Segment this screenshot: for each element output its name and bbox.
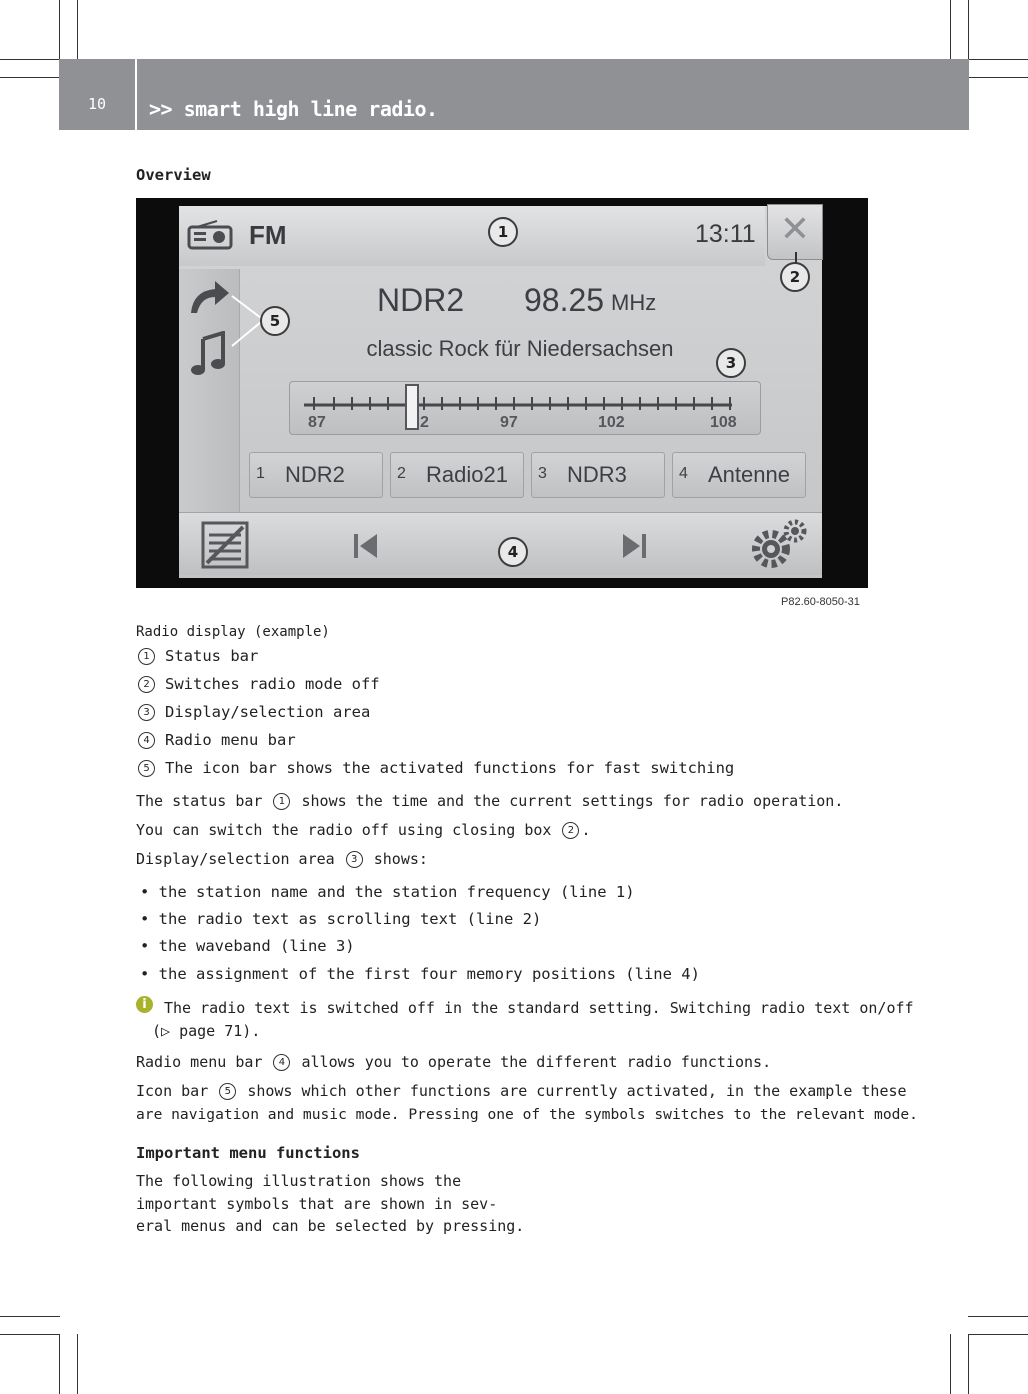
- paragraph: Display/selection area 3 shows:: [136, 850, 428, 868]
- crop-mark: [59, 0, 60, 60]
- scale-label: 87: [308, 414, 326, 431]
- paragraph-continued: are navigation and music mode. Pressing one of the symbols switches to the relevant mode.: [136, 1106, 918, 1123]
- legend-item: 2 Switches radio mode off: [136, 675, 380, 693]
- info-note-page-link[interactable]: (▷ page 71).: [152, 1022, 261, 1040]
- radio-text: classic Rock für Niedersachsen: [366, 336, 674, 361]
- paragraph: Radio menu bar 4 allows you to operate the different radio functions.: [136, 1053, 772, 1071]
- crop-mark: [950, 1334, 951, 1394]
- callout-marker: 5: [260, 306, 290, 336]
- bullet-item: • the assignment of the first four memory positions (line 4): [140, 965, 700, 983]
- callout-marker: 3: [716, 348, 746, 378]
- scale-label: 102: [598, 414, 625, 431]
- page-header: [59, 59, 969, 130]
- info-icon: i: [136, 996, 153, 1013]
- legend-item: 5 The icon bar shows the activated functions for fast switching: [136, 759, 734, 777]
- waveband-label: FM: [249, 220, 287, 250]
- crop-mark: [968, 77, 1028, 78]
- info-note-line: The radio text is switched off in the standard setting. Switching radio text on/off: [164, 999, 914, 1017]
- callout-marker: 4: [498, 537, 528, 567]
- radio-display-figure: [136, 198, 868, 588]
- figure-code: P82.60-8050-31: [781, 596, 860, 608]
- crop-mark: [968, 1334, 969, 1394]
- crop-mark: [77, 0, 78, 60]
- preset-number: 1: [256, 465, 265, 482]
- legend-item: 1 Status bar: [136, 647, 258, 665]
- body-line: important symbols that are shown in sev-: [136, 1195, 498, 1213]
- crop-mark: [0, 59, 60, 60]
- scale-label: 97: [500, 414, 518, 431]
- preset-label: NDR2: [285, 462, 345, 487]
- legend-item: 3 Display/selection area: [136, 703, 370, 721]
- header-divider: [135, 59, 137, 130]
- paragraph: The status bar 1 shows the time and the current settings for radio operation.: [136, 792, 844, 810]
- bullet-item: • the station name and the station frequency (line 1): [140, 883, 635, 901]
- callout-leaders: [136, 198, 868, 588]
- crop-mark: [950, 0, 951, 60]
- bullet-item: • the waveband (line 3): [140, 937, 355, 955]
- paragraph: You can switch the radio off using closing box 2 .: [136, 821, 591, 839]
- preset-number: 2: [397, 465, 406, 482]
- preset-label: Radio21: [426, 462, 508, 487]
- body-line: eral menus and can be selected by pressing.: [136, 1217, 525, 1235]
- crop-mark: [968, 1316, 1028, 1317]
- station-frequency: 98.25: [524, 282, 605, 318]
- section-heading-overview: Overview: [136, 166, 211, 184]
- close-icon: ✕: [779, 209, 811, 250]
- chapter-title: >> smart high line radio.: [149, 97, 438, 121]
- scale-label: 108: [710, 414, 737, 431]
- preset-number: 4: [679, 465, 688, 482]
- paragraph: Icon bar 5 shows which other functions are currently activated, in the example these: [136, 1082, 907, 1100]
- frequency-unit: MHz: [611, 290, 657, 315]
- body-line: The following illustration shows the: [136, 1172, 462, 1190]
- preset-number: 3: [538, 465, 547, 482]
- crop-mark: [77, 1334, 78, 1394]
- crop-mark: [968, 1334, 1028, 1335]
- crop-mark: [0, 77, 60, 78]
- crop-mark: [968, 59, 1028, 60]
- figure-caption: Radio display (example): [136, 624, 330, 640]
- crop-mark: [0, 1334, 60, 1335]
- crop-mark: [968, 0, 969, 60]
- callout-marker: 2: [780, 262, 810, 292]
- crop-mark: [59, 1334, 60, 1394]
- preset-label: NDR3: [567, 462, 627, 487]
- bullet-item: • the radio text as scrolling text (line 2): [140, 910, 542, 928]
- station-name: NDR2: [377, 282, 465, 318]
- crop-mark: [0, 1316, 60, 1317]
- section-heading-important: Important menu functions: [136, 1144, 360, 1162]
- scale-label: 2: [420, 414, 429, 431]
- legend-item: 4 Radio menu bar: [136, 731, 296, 749]
- clock-display: 13:11: [695, 220, 756, 248]
- callout-marker: 1: [488, 217, 518, 247]
- page-number: 10: [87, 95, 107, 113]
- preset-label: Antenne: [708, 462, 790, 487]
